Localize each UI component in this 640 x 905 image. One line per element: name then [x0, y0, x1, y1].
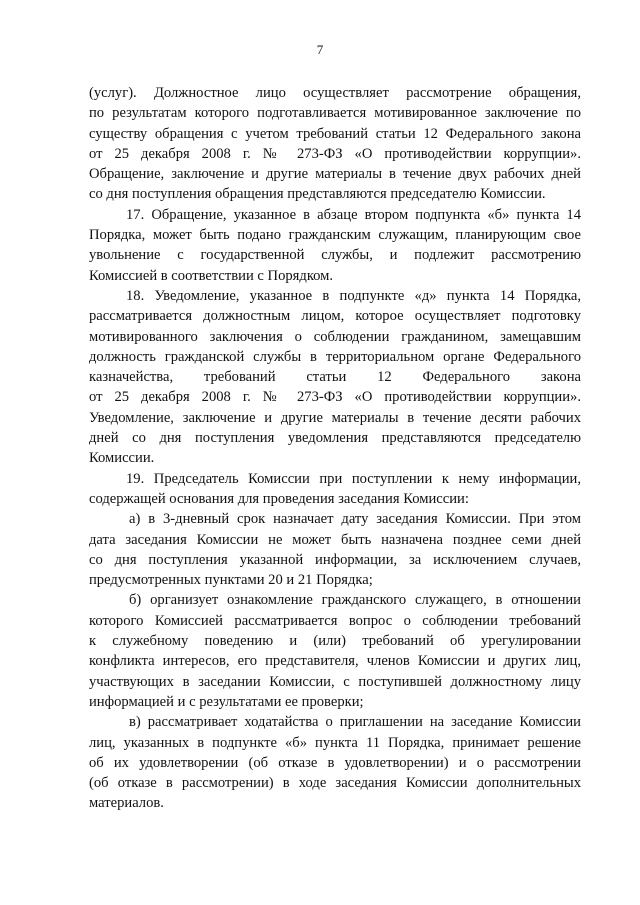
text-line: мотивированного заключения о соблюдении гражданином, замещавшим — [89, 328, 581, 345]
text-line: от 25 декабря 2008 г. № 273-ФЗ «О противодействии коррупции». — [89, 389, 581, 406]
text-line: информацией и с результатами ее проверки; — [89, 693, 364, 710]
text-line: (услуг). Должностное лицо осуществляет рассмотрение обращения, — [89, 85, 581, 101]
text-line: Уведомление, заключение и другие материалы в течение десяти рабочих — [89, 409, 581, 426]
text-line: казначейства, требований статьи 12 Федерального закона — [89, 369, 581, 386]
text-line: Комиссией в соответствии с Порядком. — [89, 267, 334, 284]
text-line: б) организует ознакомление гражданского служащего, в отношении — [129, 592, 581, 609]
text-line: по результатам которого подготавливается мотивированное заключение по — [89, 105, 581, 122]
text-line: содержащей основания для проведения заседания Комиссии: — [89, 490, 469, 507]
text-line: дней со дня поступления уведомления представляются председателю — [89, 430, 581, 447]
text-line: которого Комиссией рассматривается вопрос о соблюдении требований — [89, 612, 581, 629]
text-line: (об отказе в рассмотрении) в ходе заседания Комиссии дополнительных — [89, 775, 581, 792]
text-line: от 25 декабря 2008 г. № 273-ФЗ «О противодействии коррупции». — [89, 145, 581, 162]
text-line: Комиссии. — [89, 450, 155, 467]
text-line: материалов. — [89, 795, 164, 812]
body-text — [89, 83, 581, 814]
text-line: со дня поступления указанной информации, за исключением случаев, — [89, 551, 581, 568]
text-line: должность гражданской службы в территориальном органе Федерального — [89, 348, 581, 365]
text-line: предусмотренных пунктами 20 и 21 Порядка; — [89, 572, 373, 589]
text-line: рассматривается должностным лицом, которое осуществляет подготовку — [89, 308, 581, 325]
text-line: об их удовлетворении (об отказе в удовлетворении) и о рассмотрении — [89, 754, 581, 771]
text-line: 17. Обращение, указанное в абзаце втором подпункта «б» пункта 14 — [126, 206, 581, 223]
text-line: участвующих в заседании Комиссии, с поступившей должностному лицу — [89, 673, 581, 690]
text-line: в) рассматривает ходатайства о приглашении на заседание Комиссии — [129, 714, 581, 731]
text-line: Обращение, заключение и другие материалы в течение двух рабочих дней — [89, 166, 581, 183]
text-line: со дня поступления обращения представляются председателю Комиссии. — [89, 186, 546, 203]
text-line: Порядка, может быть подано гражданским служащим, планирующим свое — [89, 227, 581, 244]
text-line: к служебному поведению и (или) требований об урегулировании — [89, 633, 581, 650]
text-line: дата заседания Комиссии не может быть назначена позднее семи дней — [89, 531, 581, 548]
text-line: увольнение с государственной службы, и подлежит рассмотрению — [89, 247, 581, 264]
text-line: конфликта интересов, его представителя, членов Комиссии и других лиц, — [89, 653, 581, 670]
text-line: 18. Уведомление, указанное в подпункте «д» пункта 14 Порядка, — [126, 287, 581, 304]
text-line: а) в 3-дневный срок назначает дату заседания Комиссии. При этом — [129, 511, 581, 528]
text-line: лиц, указанных в подпункте «б» пункта 11 Порядка, принимает решение — [89, 734, 581, 751]
page-number: 7 — [316, 42, 324, 57]
text-line: существу обращения с учетом требований статьи 12 Федерального закона — [89, 125, 581, 142]
text-line: 19. Председатель Комиссии при поступлении к нему информации, — [126, 470, 581, 487]
